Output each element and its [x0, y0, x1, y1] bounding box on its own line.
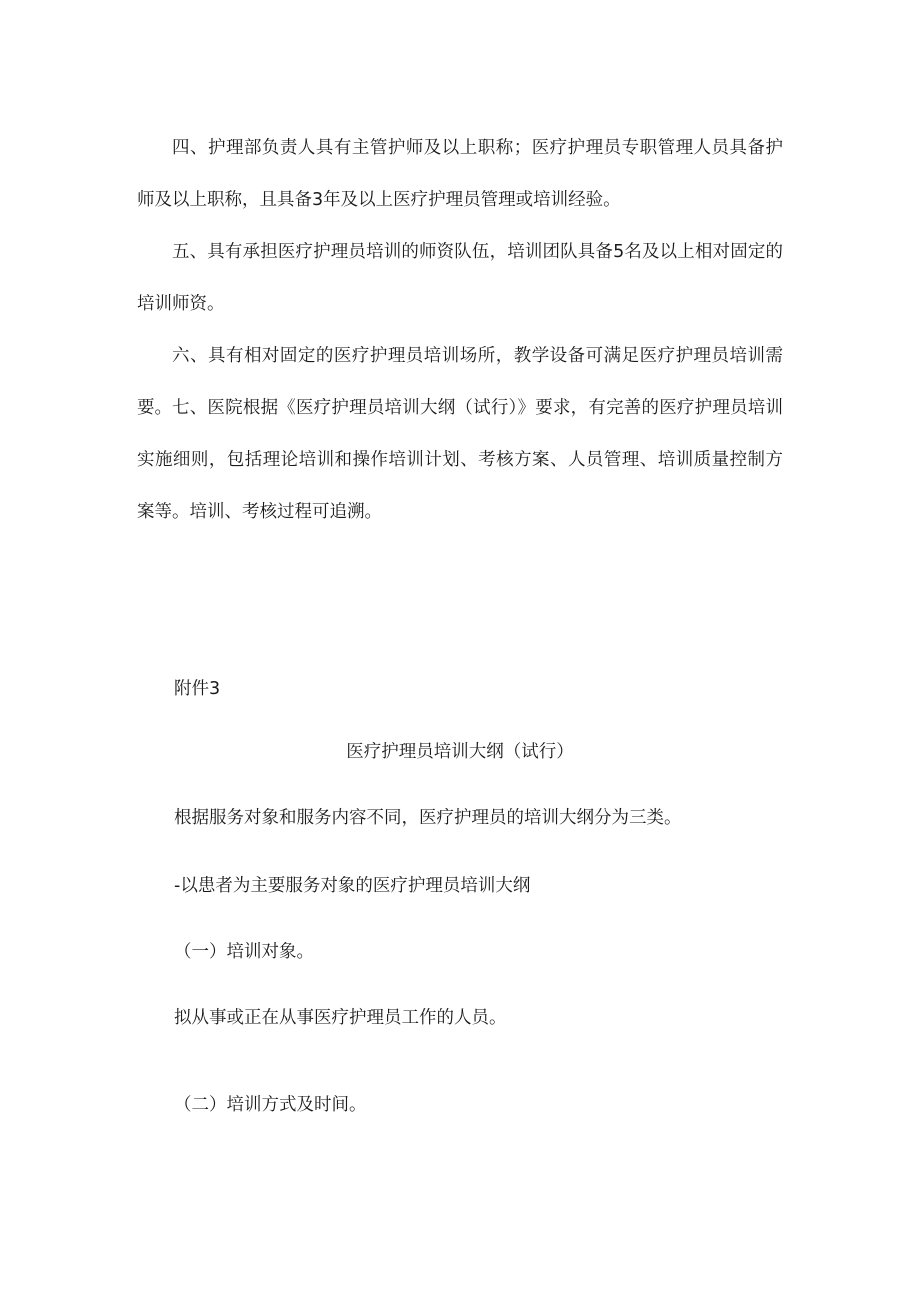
- section-heading: -以患者为主要服务对象的医疗护理员培训大纲: [174, 876, 531, 896]
- paragraph-requirement-4: 四、护理部负责人具有主管护师及以上职称；医疗护理员专职管理人员具备护师及以上职称，且具备3年及以上医疗护理员管理或培训经验。: [137, 138, 783, 210]
- paragraph-requirement-6: 六、具有相对固定的医疗护理员培训场所，教学设备可满足医疗护理员培训需要。: [137, 346, 783, 418]
- paragraph-requirement-7: 七、医院根据《医疗护理员培训大纲（试行）》要求，有完善的医疗护理员培训实施细则，包括理论培训和操作培训计划、考核方案、人员管理、培训质量控制方案等。培训、考核过程可追溯。: [137, 398, 783, 522]
- paragraph-requirement-5: 五、具有承担医疗护理员培训的师资队伍，培训团队具备5名及以上相对固定的培训师资。: [137, 242, 783, 314]
- intro-paragraph: 根据服务对象和服务内容不同，医疗护理员的培训大纲分为三类。: [174, 808, 682, 828]
- subsection-heading-training-method: （二）培训方式及时间。: [174, 1095, 367, 1115]
- attachment-label: 附件3: [174, 679, 221, 699]
- subsection-heading-training-target: （一）培训对象。: [174, 942, 314, 962]
- document-title: 医疗护理员培训大纲（试行）: [346, 742, 574, 762]
- training-target-text: 拟从事或正在从事医疗护理员工作的人员。: [174, 1008, 507, 1028]
